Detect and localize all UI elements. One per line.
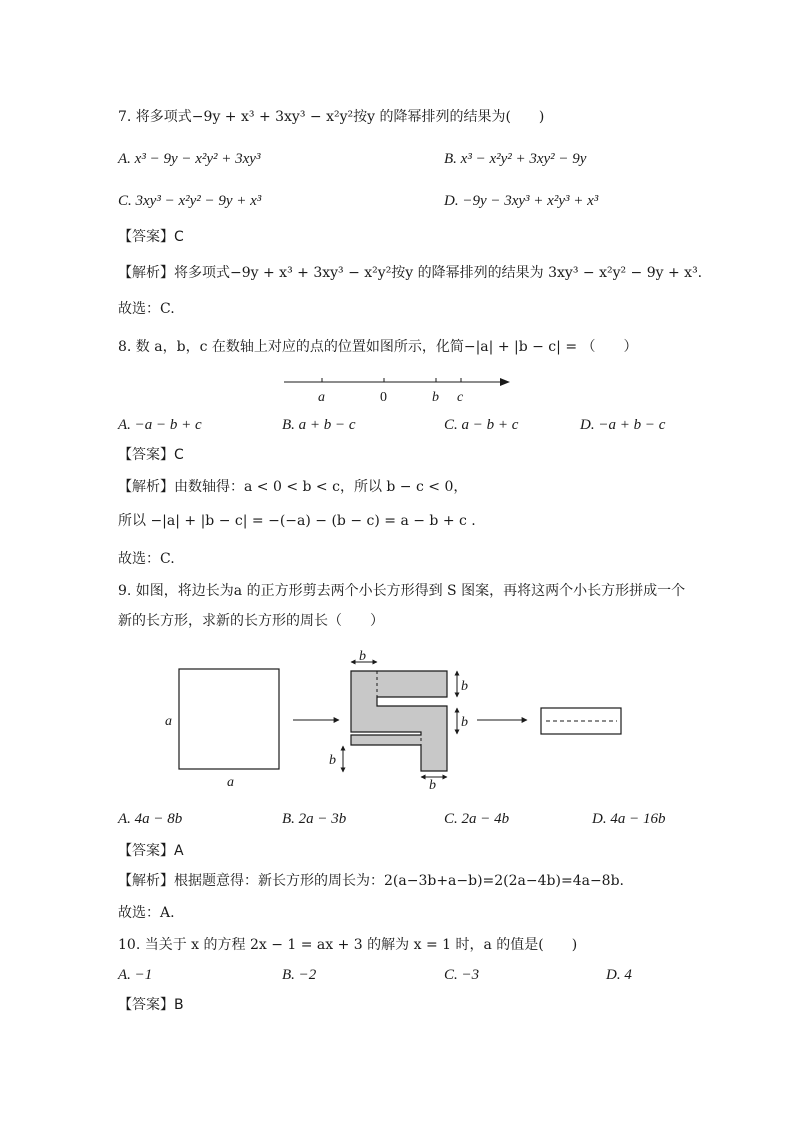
q7-analysis: 【解析】将多项式−9y + x³ + 3xy³ − x²y²按y 的降幂排列的结果为 3xy³ − x²y² − 9y + x³. [118, 265, 703, 281]
square-side-label: a [165, 714, 172, 729]
q10-option-a: A. −1 [118, 967, 153, 983]
q10-answer: 【答案】B [118, 997, 184, 1013]
q7-option-d: D. −9y − 3xy³ + x²y³ + x³ [444, 193, 599, 209]
q8-option-b: B. a + b − c [282, 417, 356, 433]
q7-conclusion: 故选：C. [118, 301, 175, 317]
label-a: a [318, 390, 325, 405]
q9-stem-1: 9. 如图，将边长为a 的正方形剪去两个小长方形得到 S 图案，再将这两个小长方形拼成一个 [118, 583, 686, 599]
q10-option-b: B. −2 [282, 967, 317, 983]
q9-stem-2: 新的长方形，求新的长方形的周长（ ） [118, 613, 384, 629]
q7-stem: 7. 将多项式−9y + x³ + 3xy³ − x²y²按y 的降幂排列的结果为( ) [118, 109, 545, 125]
q7-option-b: B. x³ − x²y² + 3xy² − 9y [444, 151, 587, 167]
q8-analysis-1: 【解析】由数轴得：a < 0 < b < c，所以 b − c < 0， [118, 479, 468, 495]
q7-option-a: A. x³ − 9y − x²y² + 3xy³ [118, 151, 261, 167]
number-line-arrow-icon [500, 378, 510, 386]
q8-stem: 8. 数 a，b，c 在数轴上对应的点的位置如图所示，化简−|a| + |b − c| = （ ） [118, 339, 638, 355]
q8-option-c: C. a − b + c [444, 417, 519, 433]
q9-conclusion: 故选：A. [118, 905, 175, 921]
q9-option-a: A. 4a − 8b [118, 811, 183, 827]
q9-option-b: B. 2a − 3b [282, 811, 347, 827]
q9-answer: 【答案】A [118, 843, 184, 859]
q10-option-d: D. 4 [606, 967, 632, 983]
q9-analysis: 【解析】根据题意得：新长方形的周长为：2(a−3b+a−b)=2(2a−4b)=4a−8b. [118, 873, 624, 889]
dim-top-b-label: b [359, 649, 366, 664]
square-to-s-figure [155, 648, 655, 793]
q9-option-d: D. 4a − 16b [592, 811, 666, 827]
original-square [179, 669, 279, 769]
q8-option-a: A. −a − b + c [118, 417, 202, 433]
q7-answer: 【答案】C [118, 229, 184, 245]
q8-option-d: D. −a + b − c [580, 417, 666, 433]
label-0: 0 [380, 390, 387, 405]
q10-option-c: C. −3 [444, 967, 480, 983]
q8-conclusion: 故选：C. [118, 551, 175, 567]
label-c: c [457, 390, 464, 405]
q10-stem: 10. 当关于 x 的方程 2x − 1 = ax + 3 的解为 x = 1 时，a 的值是( ) [118, 937, 578, 953]
dim-right-b-1-label: b [461, 679, 468, 694]
q8-answer: 【答案】C [118, 447, 184, 463]
dim-left-b-label: b [329, 753, 336, 768]
label-b: b [432, 390, 439, 405]
s-shape [351, 671, 447, 771]
dim-bottom-b-label: b [429, 778, 436, 793]
number-line-figure [280, 366, 520, 406]
q7-option-c: C. 3xy³ − x²y² − 9y + x³ [118, 193, 262, 209]
q9-option-c: C. 2a − 4b [444, 811, 510, 827]
square-bottom-label: a [227, 775, 234, 790]
q8-analysis-2: 所以 −|a| + |b − c| = −(−a) − (b − c) = a − b + c . [118, 513, 476, 529]
dim-right-b-2-label: b [461, 715, 468, 730]
